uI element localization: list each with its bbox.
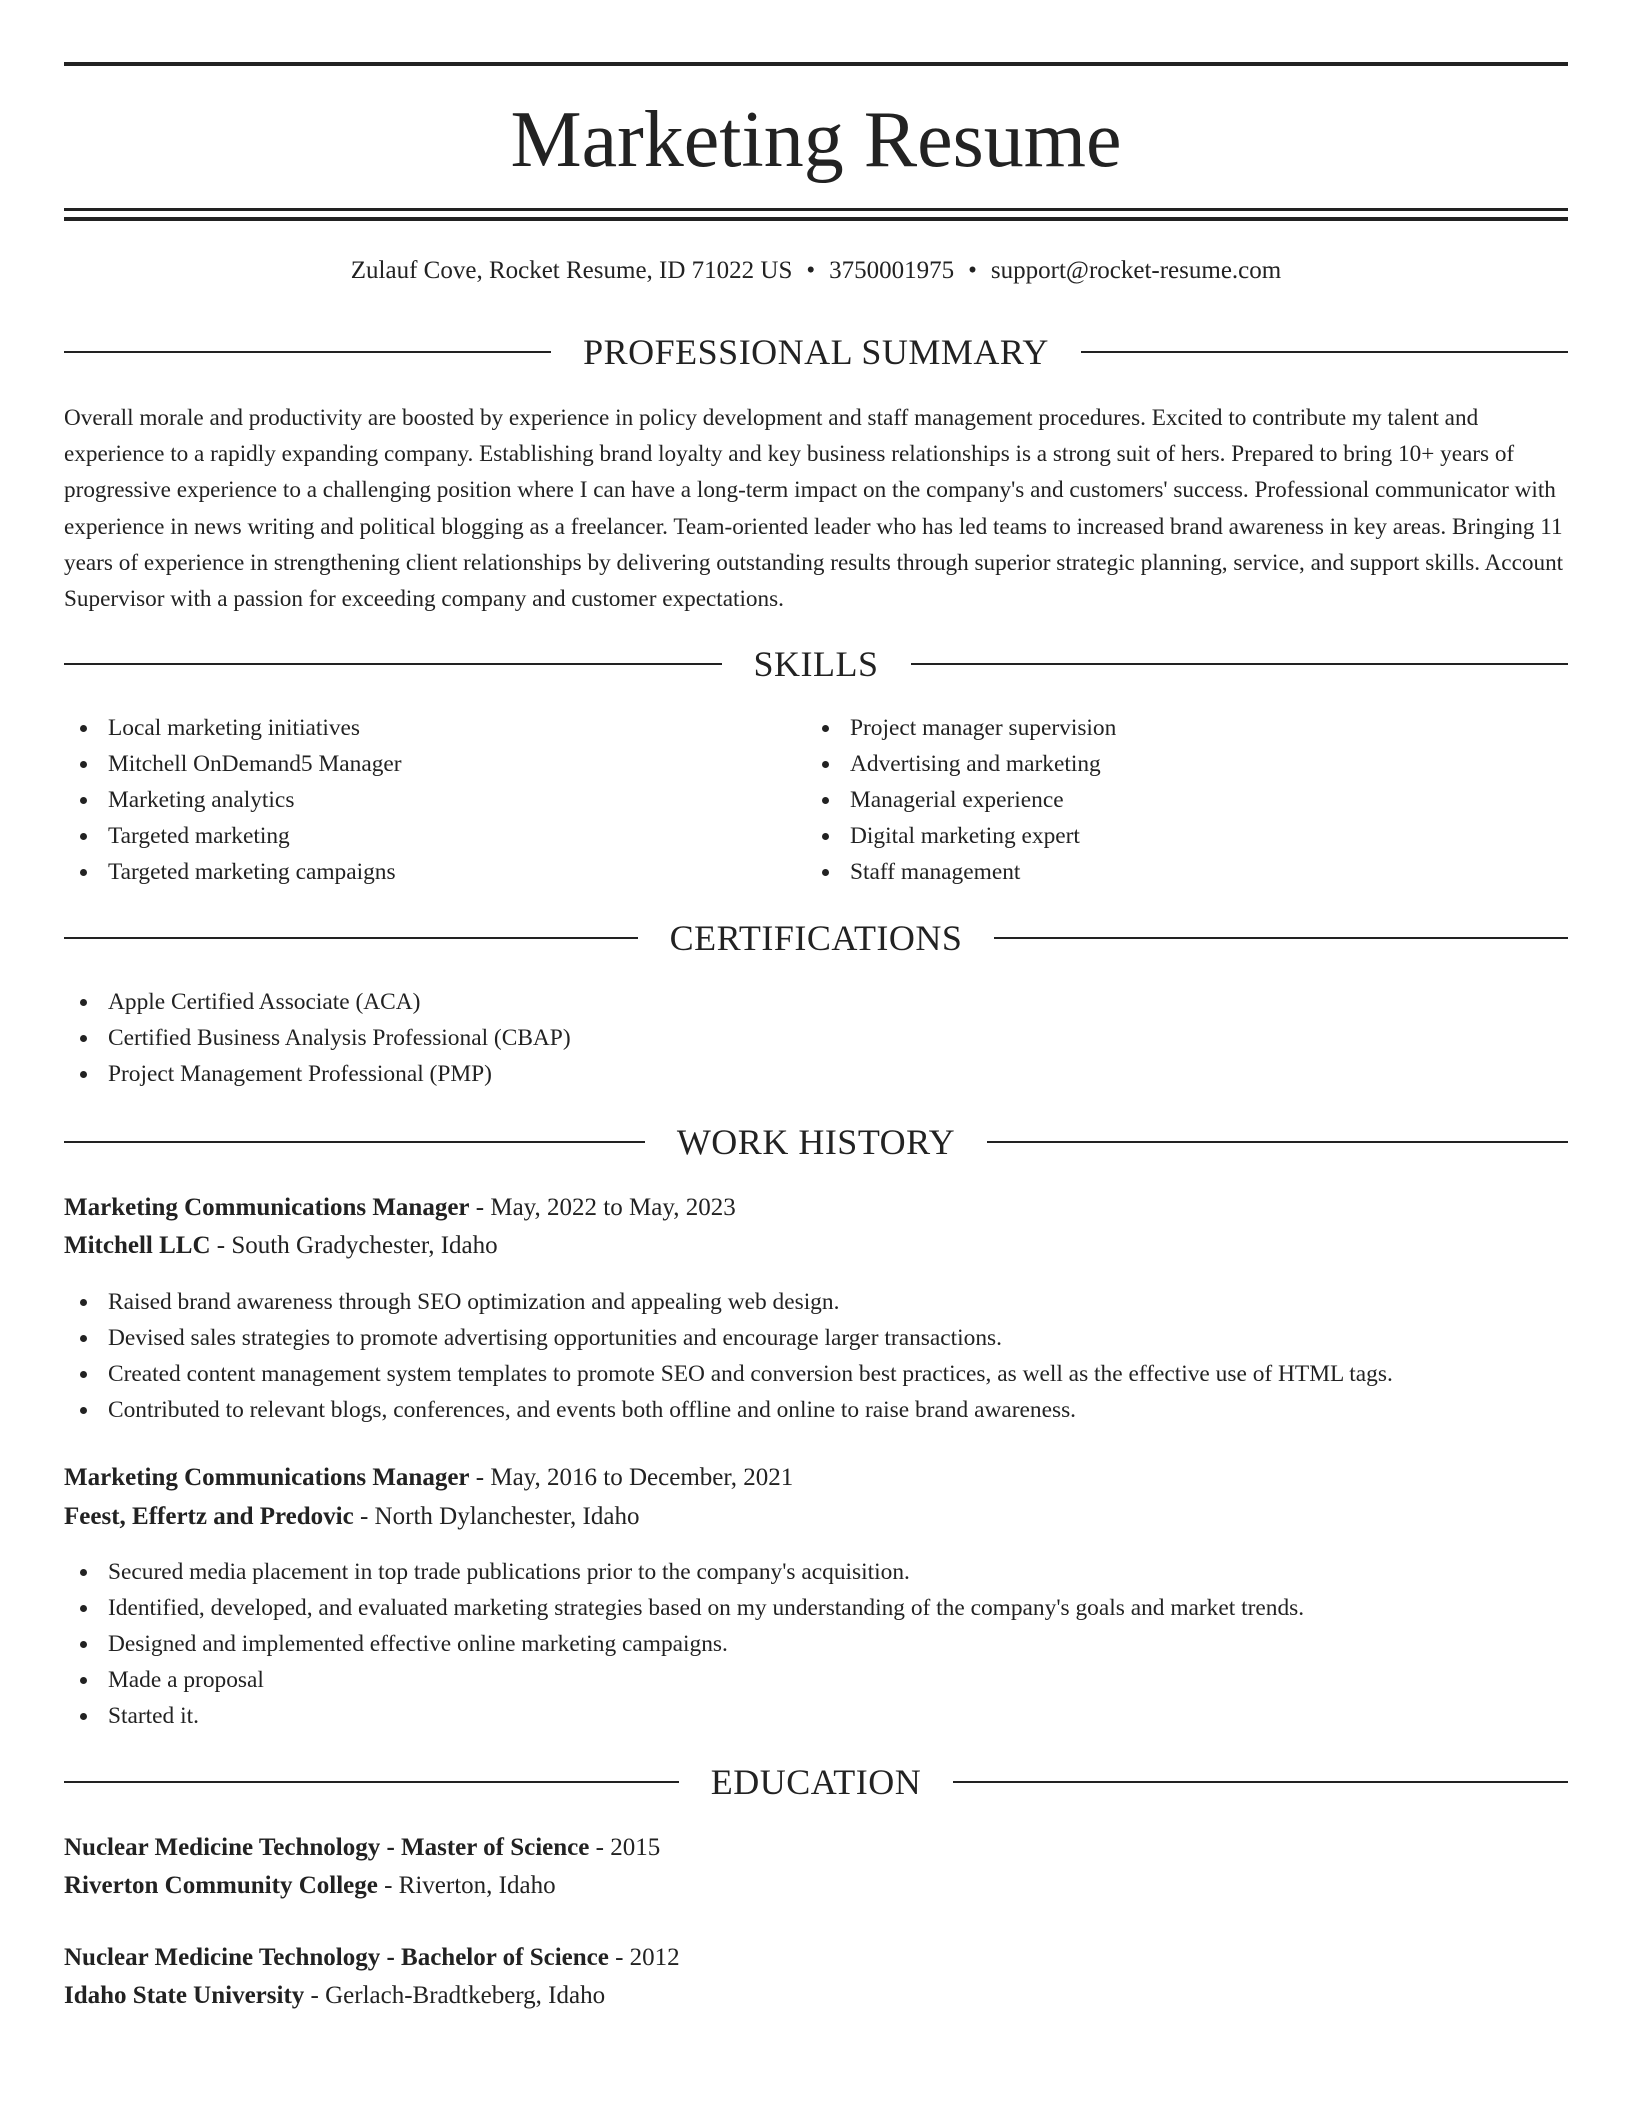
job-company-line <box>64 1228 1568 1264</box>
list-item: Staff management <box>806 854 1506 890</box>
list-item: Identified, developed, and evaluated marketing strategies based on my understanding of the company's goals and market trends. <box>64 1590 1564 1626</box>
list-item: Secured media placement in top trade publications prior to the company's acquisition. <box>64 1554 1564 1590</box>
heading-rule <box>994 937 1568 939</box>
section-title: CERTIFICATIONS <box>669 918 963 958</box>
list-item: Local marketing initiatives <box>64 710 764 746</box>
job-dates: - May, 2022 to May, 2023 <box>469 1194 736 1221</box>
contact-email: support@rocket-resume.com <box>990 257 1282 284</box>
heading-rule <box>911 663 1569 665</box>
section-title: WORK HISTORY <box>676 1122 956 1162</box>
education-location: - Gerlach-Bradtkeberg, Idaho <box>304 1982 606 2009</box>
heading-rule <box>1081 351 1568 353</box>
job-dates: - May, 2016 to December, 2021 <box>469 1464 794 1491</box>
job-company-line <box>64 1499 1568 1535</box>
education-year: - 2012 <box>608 1944 680 1971</box>
list-item: Managerial experience <box>806 782 1506 818</box>
contact-address: Zulauf Cove, Rocket Resume, ID 71022 US <box>350 257 793 284</box>
job-title: Marketing Communications Manager <box>64 1194 470 1221</box>
education-year: - 2015 <box>589 1834 661 1861</box>
list-item: Raised brand awareness through SEO optimization and appealing web design. <box>64 1284 1564 1320</box>
list-item: Targeted marketing <box>64 818 764 854</box>
list-item: Project manager supervision <box>806 710 1506 746</box>
education-degree: Nuclear Medicine Technology - Master of Science <box>64 1834 590 1861</box>
summary-text: Overall morale and productivity are boosted by experience in policy development and staff management procedures. Excited to contribute my talent and experience to a rapidly expanding company. Establishing brand loyalty and key business relationships is a strong suit of hers. Prepared to bring 10+ years of progressive experience to a challenging position where I can have a long-term impact on the company's and customers' success. Professional communicator with experience in news writing and political blogging as a freelancer. Team-oriented leader who has led teams to increased brand awareness in key areas. Bringing 11 years of experience in strengthening client relationships by delivering outstanding results through superior strategic planning, service, and support skills. Account Supervisor with a passion for exceeding company and customer expectations. <box>64 405 1564 613</box>
heading-rule <box>64 663 722 665</box>
list-item: Designed and implemented effective online marketing campaigns. <box>64 1626 1564 1662</box>
list-item: Apple Certified Associate (ACA) <box>64 984 1464 1020</box>
list-item: Mitchell OnDemand5 Manager <box>64 746 764 782</box>
contact-separator: • <box>806 257 816 284</box>
job-title-line <box>64 1190 1568 1226</box>
education-school: Riverton Community College <box>64 1872 378 1899</box>
education-school: Idaho State University <box>64 1982 305 2009</box>
education-degree-line <box>64 1830 1568 1866</box>
education-degree-line <box>64 1940 1568 1976</box>
job-bullets <box>64 1284 1564 1428</box>
heading-rule <box>64 1781 679 1783</box>
education-school-line <box>64 1868 1568 1904</box>
section-title: EDUCATION <box>710 1762 922 1802</box>
education-location: - Riverton, Idaho <box>377 1872 556 1899</box>
contact-line <box>64 254 1568 288</box>
job-bullets <box>64 1554 1564 1734</box>
section-heading-summary <box>64 330 1568 374</box>
list-item: Marketing analytics <box>64 782 764 818</box>
job-company: Feest, Effertz and Predovic <box>64 1503 354 1530</box>
heading-rule <box>64 1141 645 1143</box>
top-rule <box>64 62 1568 66</box>
section-heading-education <box>64 1760 1568 1804</box>
list-item: Started it. <box>64 1698 1564 1734</box>
job-location: - South Gradychester, Idaho <box>210 1232 498 1259</box>
contact-separator: • <box>968 257 977 284</box>
job-company: Mitchell LLC <box>64 1232 211 1259</box>
section-heading-skills <box>64 642 1568 686</box>
resume-title: Marketing Resume <box>510 96 1122 184</box>
heading-rule <box>64 937 638 939</box>
list-item: Created content management system templates to promote SEO and conversion best practices, as well as the effective use of HTML tags. <box>64 1356 1564 1392</box>
title-double-rule <box>64 208 1568 221</box>
list-item: Made a proposal <box>64 1662 1564 1698</box>
education-school-line <box>64 1978 1568 2014</box>
skills-list-right <box>806 710 1506 890</box>
job-title-line <box>64 1460 1568 1496</box>
section-heading-work <box>64 1120 1568 1164</box>
heading-rule <box>953 1781 1568 1783</box>
section-heading-certifications <box>64 916 1568 960</box>
list-item: Devised sales strategies to promote advertising opportunities and encourage larger transactions. <box>64 1320 1564 1356</box>
job-title: Marketing Communications Manager <box>64 1464 470 1491</box>
list-item: Project Management Professional (PMP) <box>64 1056 1464 1092</box>
section-title: PROFESSIONAL SUMMARY <box>583 332 1049 372</box>
list-item: Advertising and marketing <box>806 746 1506 782</box>
job-location: - North Dylanchester, Idaho <box>353 1503 640 1530</box>
section-title: SKILLS <box>753 644 879 684</box>
list-item: Targeted marketing campaigns <box>64 854 764 890</box>
list-item: Certified Business Analysis Professional (CBAP) <box>64 1020 1464 1056</box>
heading-rule <box>64 351 551 353</box>
certifications-list <box>64 984 1464 1092</box>
education-degree: Nuclear Medicine Technology - Bachelor of Science <box>64 1944 609 1971</box>
heading-rule <box>987 1141 1568 1143</box>
list-item: Digital marketing expert <box>806 818 1506 854</box>
list-item: Contributed to relevant blogs, conferences, and events both offline and online to raise brand awareness. <box>64 1392 1564 1428</box>
skills-list-left <box>64 710 764 890</box>
contact-phone: 3750001975 <box>829 257 955 284</box>
